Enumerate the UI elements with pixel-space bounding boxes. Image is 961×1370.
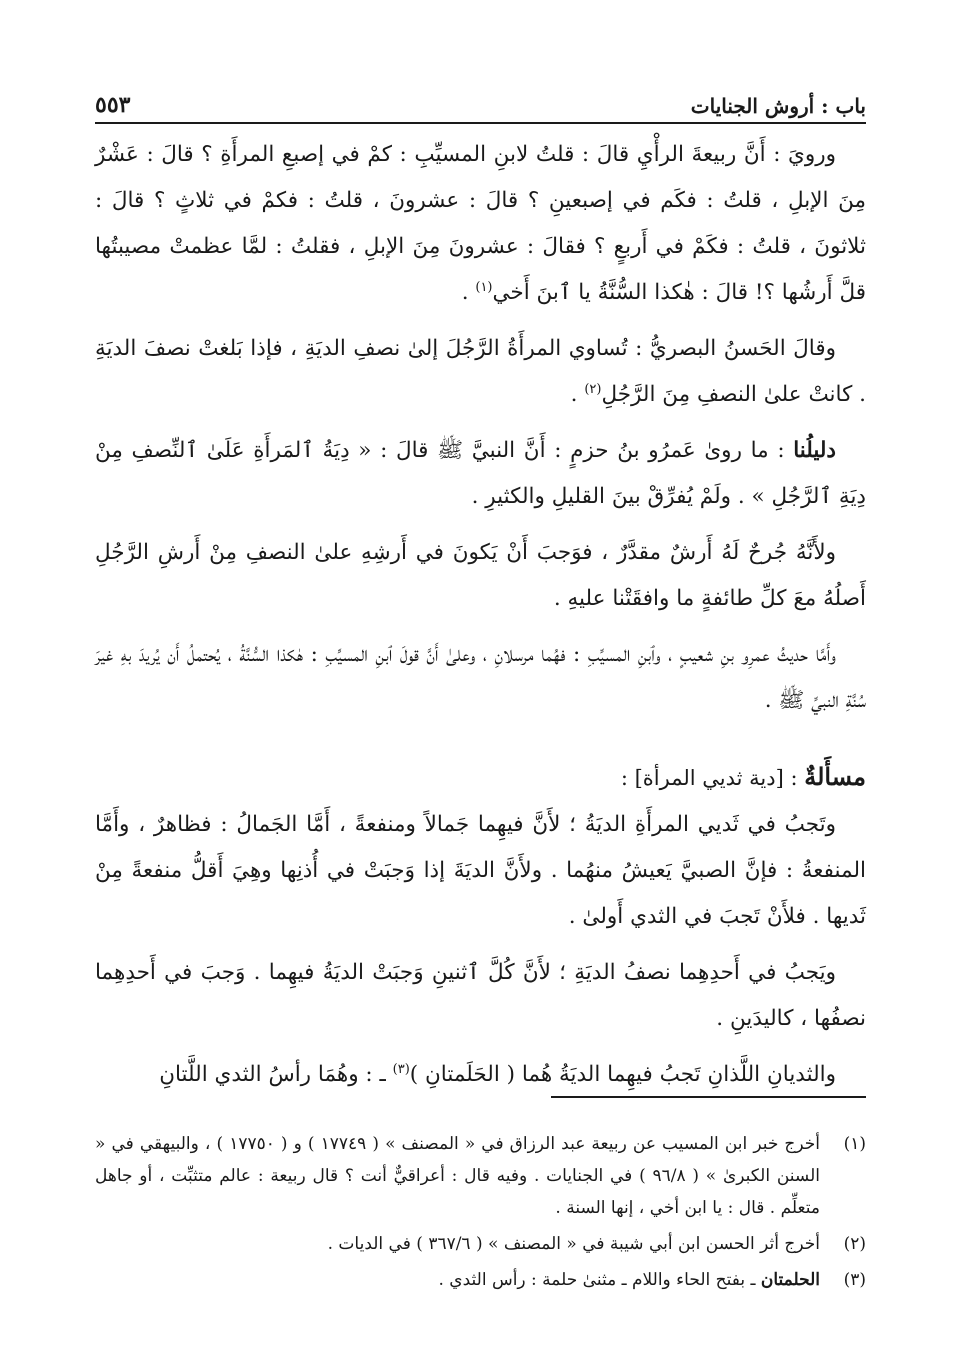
paragraph: ويَجبُ في أَحدِهِما نصفُ الديَةِ ؛ لأَنَّ كُلَّ ٱثنينِ وَجبَتْ الديَةُ فيهِما . وَجبَ في أَحدِهِما نصفُها ، كاليدَينِ .	[95, 960, 866, 1031]
footnote-term: الحلمتان	[760, 1270, 820, 1290]
paragraph: وقالَ الحَسنُ البصريُّ : تُساوي المرأَةُ الرَّجُلَ إلىٰ نصفِ الديَةِ ، فإذا بَلغتْ نصفَ الديَةِ . كانتْ علىٰ النصفِ مِنَ الرَّجُلِ$^{(٢)}$ .	[95, 336, 866, 407]
footnote-marker: (١)	[475, 279, 493, 295]
footnote-text: أخرج خبر ابن المسيب عن ربيعة عبد الرزاق في « المصنف » ( ١٧٧٤٩ ) و ( ١٧٧٥٠ ) ، والبيهقي في « السنن الكبرىٰ » ( ٩٦/٨ ) في الجنايات . وفيه قال : أعراقيٌّ أنت ؟ قال ربيعة : عالم متثبِّت ، أو جاهل متعلِّم . قال : يا ابن أخي ، إنها السنة .	[95, 1134, 820, 1218]
footnote-number: (١)	[843, 1134, 866, 1154]
section-heading	[95, 754, 866, 802]
footnote-text: الحلمتان ـ بفتح الحاء واللام ـ مثنىٰ حلمة : رأس الثدي .	[438, 1270, 820, 1290]
footnote	[95, 1228, 866, 1260]
paragraph: ولأَنَّهُ جُرحٌ لَهُ أَرشٌ مقدَّرٌ ، فوَجبَ أَنْ يَكونَ في أَرشِهِ علىٰ النصفِ مِنْ أَرشِ الرَّجُلِ أَصلُهُ معَ كلِّ طائفةٍ ما وافقَتْنا عليهِ .	[95, 540, 866, 611]
running-title: باب : أروش الجنايات	[690, 94, 866, 118]
footnote-divider	[551, 1096, 866, 1098]
section-title: : [دية ثديي المرأة] :	[620, 766, 805, 790]
footnote	[95, 1128, 866, 1224]
footnote-marker: (٢)	[584, 381, 602, 397]
evidence-lead: دليلُنا	[793, 438, 836, 463]
section-label: مسأَلةٌ	[804, 762, 866, 791]
main-text	[95, 132, 866, 1108]
paragraph: ورويَ : أَنَّ ربيعةَ الرأْيِ قالَ : قلتُ لابنِ المسيِّبِ : كمْ في إصبعِ المرأَةِ ؟ قالَ : عَشْرٌ مِنَ الإبلِ ، قلتُ : فكَم في إصبعينِ ؟ قالَ : عشرونَ ، قلتُ : فكمْ في ثلاثٍ ؟ قالَ : ثلاثونَ ، قلتُ : فكَمْ في أَربعٍ ؟ فقالَ : عشرونَ مِنَ الإبلِ ، فقلتُ : لمَّا عظمتْ مصيبتُها قلَّ أَرشُها ؟! قالَ : هٰكذا السُّنَّةُ يا ٱبنَ أَخي$^{(١)}$ .	[95, 142, 866, 305]
page-header	[95, 80, 866, 124]
page-number: ٥٥٣	[95, 92, 131, 118]
footnote-text: أخرج أثر الحسن ابن أبي شيبة في « المصنف » ( ٣٦٧/٦ ) في الديات .	[327, 1234, 820, 1254]
footnote-number: (٣)	[843, 1270, 866, 1290]
paragraph: وأَمَّا حديثُ عمرِو بنِ شعيبٍ ، وٱبنِ المسيِّبِ : فهُما مرسلانِ ، وعلىٰ أَنَّ قولَ ٱبنِ المسيِّبِ : هٰكذا السُّنَّةُ ، يُحتملُ أَن يُريدَ بهِ غيرَ سُنَّةِ النبيِّ ﷺ .	[95, 642, 866, 713]
paragraph: وتَجبُ في ثَديي المرأَةِ الديَةُ ؛ لأَنَّ فيهِما جَمالاً ومنفعةً ، أَمَّا الجَمالُ : فظاهرٌ ، وأَمَّا المنفعةُ : فإنَّ الصبيَّ يَعيشُ منهُما . ولأَنَّ الديَةَ إذا وَجبَتْ في أُذنِها وهِيَ أَقلُّ منفعةً مِنْ ثَديها . فلأَنْ تَجبَ في الثدي أَولىٰ .	[95, 812, 866, 929]
paragraph: والثديانِ اللَّذانِ تَجبُ فيهِما الديَةُ هُما ( الحَلَمتانِ )$^{(٣)}$ ـ : وهُمَا رأسُ الثدي اللَّتانِ	[159, 1061, 836, 1087]
footnote	[95, 1264, 866, 1296]
footnote-marker: (٣)	[392, 1061, 410, 1077]
footnotes	[95, 1128, 866, 1300]
paragraph: دليلُنا : ما روىٰ عَمرُو بنُ حزمٍ : أَنَّ النبيَّ ﷺ قالَ : « دِيَةُ ٱلمَرأَةِ عَلَىٰ ٱلنِّصفِ مِنْ دِيَةِ ٱلرَّجُلِ » . ولَمْ يُفرِّقْ بينَ القليلِ والكثيرِ .	[95, 438, 866, 509]
footnote-number: (٢)	[843, 1234, 866, 1254]
